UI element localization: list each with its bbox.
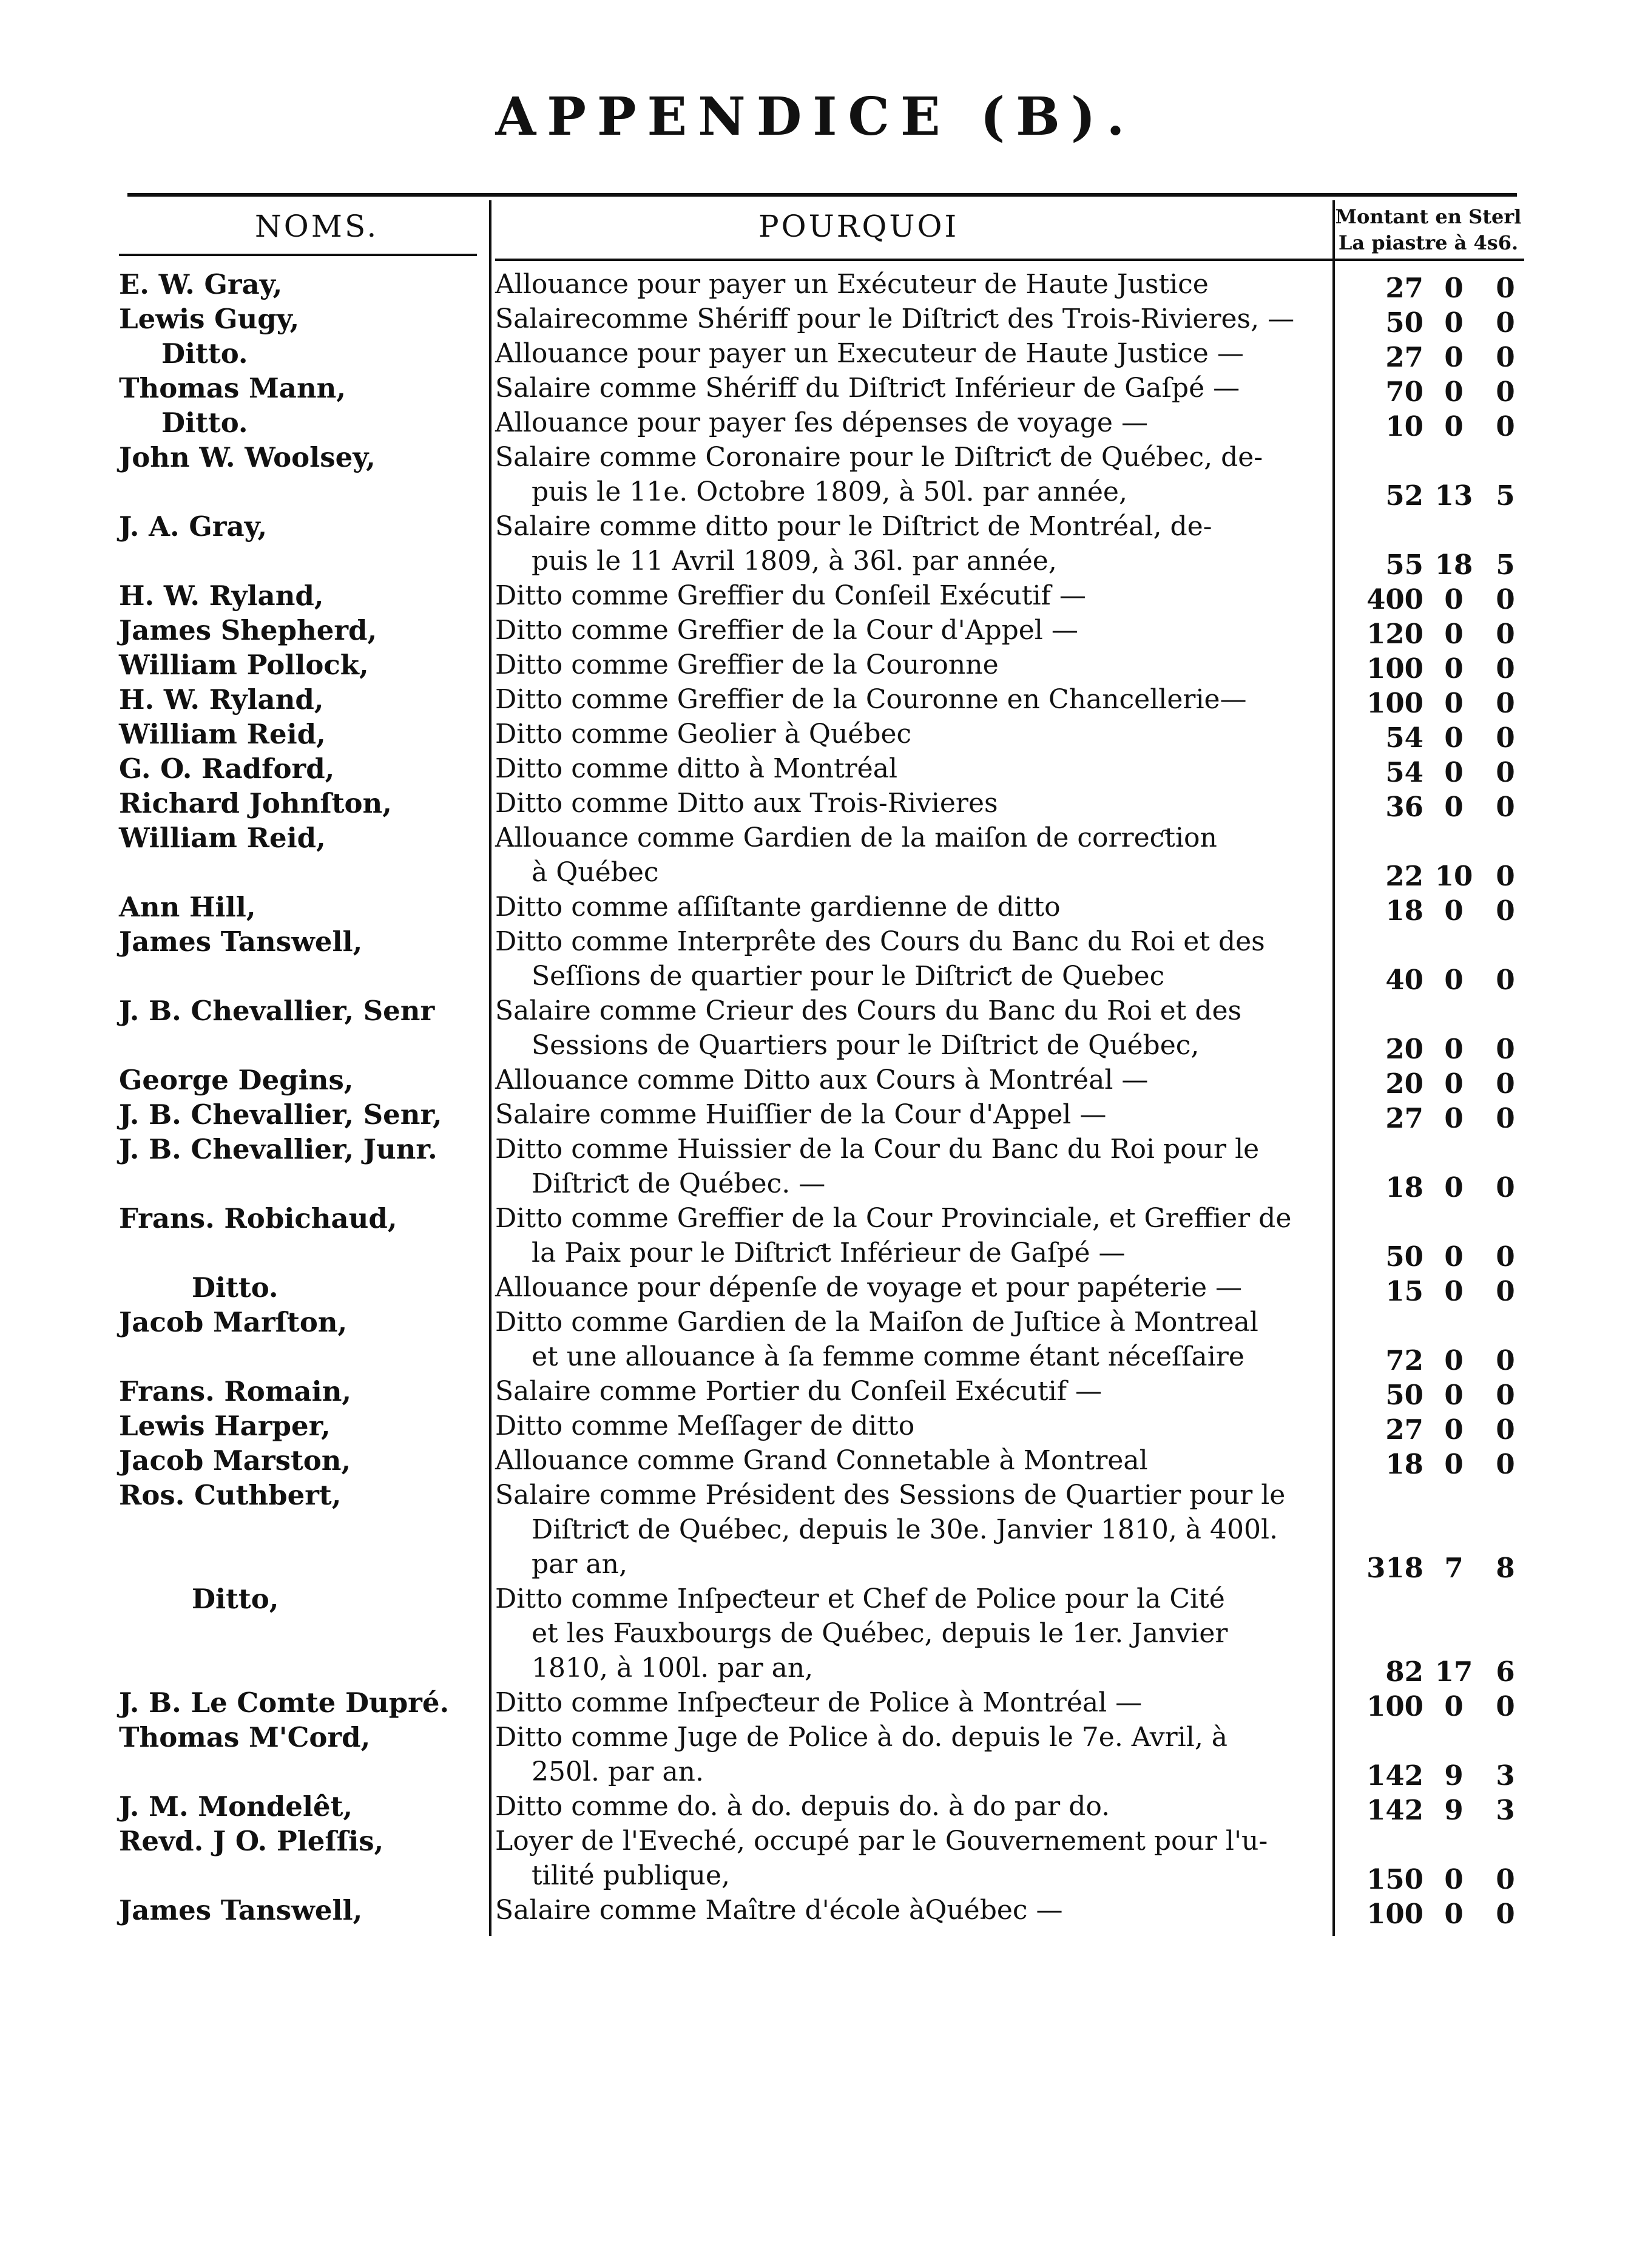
amount-shillings: 0 xyxy=(1444,272,1464,304)
amount-shillings: 10 xyxy=(1434,860,1473,892)
amount-shillings: 0 xyxy=(1444,756,1464,788)
header-montant-line1: Montant en Sterl xyxy=(1335,205,1522,228)
row-amount xyxy=(1351,1378,1527,1412)
row-purpose-line: Ditto comme Huissier de la Cour du Banc du Roi pour le xyxy=(495,1134,1260,1165)
amount-shillings: 0 xyxy=(1444,1241,1464,1273)
row-amount xyxy=(1351,1862,1527,1897)
row-purpose-line: Salaire comme Crieur des Cours du Banc du Roi et des xyxy=(495,995,1242,1026)
amount-pounds: 142 xyxy=(1366,1759,1423,1792)
row-purpose-line: Salaire comme Coronaire pour le Diſtriƈt de Québec, de- xyxy=(495,442,1263,473)
row-amount xyxy=(1351,1447,1527,1481)
row-purpose-line: Ditto comme Meſſager de ditto xyxy=(495,1410,915,1441)
row-name: J. B. Le Comte Dupré. xyxy=(119,1687,450,1719)
row-amount xyxy=(1351,893,1527,928)
row-amount xyxy=(1351,686,1527,720)
header-noms: NOMS. xyxy=(255,209,379,244)
amount-shillings: 0 xyxy=(1444,964,1464,996)
amount-pounds: 120 xyxy=(1366,618,1423,650)
amount-pounds: 55 xyxy=(1385,549,1423,581)
row-purpose-line: Ditto comme aſſiſtante gardienne de ditto xyxy=(495,892,1061,922)
amount-pence: 0 xyxy=(1496,410,1515,442)
row-purpose-line: Ditto comme Ditto aux Trois-Rivieres xyxy=(495,788,998,819)
amount-pence: 0 xyxy=(1496,1690,1515,1722)
row-amount xyxy=(1351,1551,1527,1585)
row-purpose-line: à Québec xyxy=(532,857,659,888)
amount-pounds: 100 xyxy=(1366,687,1423,719)
amount-pence: 0 xyxy=(1496,964,1515,996)
row-purpose-line: Seſſions de quartier pour le Diſtriƈt de Quebec xyxy=(532,961,1165,992)
row-name: William Pollock, xyxy=(119,649,369,681)
amount-shillings: 0 xyxy=(1444,376,1464,408)
row-name: James Tanswell, xyxy=(119,926,363,958)
amount-pounds: 10 xyxy=(1385,410,1423,442)
row-amount xyxy=(1351,1274,1527,1308)
amount-pounds: 100 xyxy=(1366,1690,1423,1722)
row-amount xyxy=(1351,790,1527,824)
amount-pounds: 27 xyxy=(1385,1102,1423,1134)
amount-pounds: 15 xyxy=(1385,1275,1423,1307)
row-name: Ditto. xyxy=(192,1271,279,1304)
amount-shillings: 0 xyxy=(1444,410,1464,442)
row-purpose-line: Ditto comme Greffier de la Cour Provinciale, et Greffier de xyxy=(495,1203,1292,1234)
row-amount xyxy=(1351,340,1527,374)
top-rule xyxy=(127,193,1517,197)
amount-pence: 0 xyxy=(1496,1379,1515,1411)
amount-shillings: 0 xyxy=(1444,1413,1464,1446)
amount-pence: 3 xyxy=(1496,1794,1515,1826)
amount-pounds: 40 xyxy=(1385,964,1423,996)
row-amount xyxy=(1351,1170,1527,1205)
row-purpose-line: Ditto comme Juge de Police à do. depuis le 7e. Avril, à xyxy=(495,1722,1228,1753)
row-amount xyxy=(1351,1066,1527,1101)
amount-pence: 0 xyxy=(1496,1275,1515,1307)
row-amount xyxy=(1351,755,1527,790)
row-name: Ditto, xyxy=(192,1583,279,1615)
row-name: H. W. Ryland, xyxy=(119,580,324,612)
row-name: Jacob Marston, xyxy=(119,1444,351,1477)
row-name: Jacob Marſton, xyxy=(119,1306,348,1338)
amount-pounds: 22 xyxy=(1385,860,1423,892)
column-divider-1 xyxy=(489,200,491,1936)
row-purpose-line: Allouance comme Grand Connetable à Montreal xyxy=(495,1445,1148,1476)
amount-pence: 0 xyxy=(1496,583,1515,615)
row-amount xyxy=(1351,720,1527,755)
amount-pounds: 318 xyxy=(1366,1552,1423,1584)
row-purpose-line: Sessions de Quartiers pour le Diſtrict de Québec, xyxy=(532,1030,1200,1061)
row-purpose-line: Allouance pour payer un Exécuteur de Haute Justice xyxy=(495,269,1209,300)
row-amount xyxy=(1351,1689,1527,1724)
amount-pounds: 100 xyxy=(1366,1898,1423,1930)
amount-shillings: 0 xyxy=(1444,1690,1464,1722)
row-name: Thomas M'Cord, xyxy=(119,1721,371,1753)
row-name: J. B. Chevallier, Junr. xyxy=(119,1133,437,1165)
amount-shillings: 0 xyxy=(1444,1448,1464,1480)
row-name: George Degins, xyxy=(119,1064,354,1096)
amount-pence: 0 xyxy=(1496,376,1515,408)
amount-shillings: 13 xyxy=(1434,479,1473,512)
amount-shillings: 0 xyxy=(1444,1863,1464,1895)
amount-pence: 0 xyxy=(1496,1863,1515,1895)
row-purpose-line: Ditto comme Geolier à Québec xyxy=(495,719,912,750)
row-amount xyxy=(1351,859,1527,893)
amount-pounds: 72 xyxy=(1385,1344,1423,1376)
row-purpose-line: puis le 11e. Octobre 1809, à 50l. par année, xyxy=(532,476,1127,507)
amount-shillings: 0 xyxy=(1444,341,1464,373)
amount-pence: 0 xyxy=(1496,791,1515,823)
amount-pounds: 27 xyxy=(1385,341,1423,373)
row-name: J. M. Mondelêt, xyxy=(119,1790,353,1823)
row-purpose-line: Ditto comme do. à do. depuis do. à do par do. xyxy=(495,1791,1110,1822)
amount-shillings: 18 xyxy=(1434,549,1473,581)
row-purpose-line: Allouance comme Ditto aux Cours à Montréal — xyxy=(495,1065,1149,1095)
row-purpose-line: Salairecomme Shériff pour le Diſtriƈt des Trois-Rivieres, — xyxy=(495,303,1295,334)
amount-shillings: 0 xyxy=(1444,895,1464,927)
amount-shillings: 0 xyxy=(1444,1033,1464,1065)
amount-pence: 0 xyxy=(1496,272,1515,304)
row-purpose-line: Ditto comme Interprête des Cours du Banc du Roi et des xyxy=(495,926,1265,957)
row-purpose-line: et une allouance à ſa femme comme étant néceſſaire xyxy=(532,1341,1244,1372)
row-amount xyxy=(1351,1897,1527,1931)
row-amount xyxy=(1351,1793,1527,1827)
row-name: Lewis Harper, xyxy=(119,1410,331,1442)
row-name: E. W. Gray, xyxy=(119,268,283,300)
row-purpose-line: Allouance pour payer un Executeur de Haute Justice — xyxy=(495,338,1244,369)
row-name: Frans. Romain, xyxy=(119,1375,352,1407)
row-name: Ditto. xyxy=(161,337,248,370)
amount-shillings: 0 xyxy=(1444,306,1464,339)
amount-pence: 0 xyxy=(1496,722,1515,754)
row-name: Frans. Robichaud, xyxy=(119,1202,397,1234)
row-amount xyxy=(1351,478,1527,513)
row-name: Ros. Cuthbert, xyxy=(119,1479,342,1511)
amount-shillings: 0 xyxy=(1444,791,1464,823)
amount-pence: 0 xyxy=(1496,687,1515,719)
amount-pence: 0 xyxy=(1496,1344,1515,1376)
row-purpose-line: puis le 11 Avril 1809, à 36l. par année, xyxy=(532,546,1057,577)
amount-pounds: 18 xyxy=(1385,895,1423,927)
amount-shillings: 0 xyxy=(1444,1344,1464,1376)
amount-pence: 0 xyxy=(1496,756,1515,788)
row-purpose-line: Allouance pour dépenſe de voyage et pour papéterie — xyxy=(495,1272,1243,1303)
row-purpose-line: Allouance pour payer ſes dépenses de voyage — xyxy=(495,407,1148,438)
amount-pounds: 54 xyxy=(1385,722,1423,754)
row-purpose-line: la Paix pour le Diſtriƈt Inférieur de Gaſpé — xyxy=(532,1237,1126,1268)
amount-pence: 0 xyxy=(1496,341,1515,373)
amount-pounds: 27 xyxy=(1385,1413,1423,1446)
row-amount xyxy=(1351,409,1527,444)
amount-pounds: 54 xyxy=(1385,756,1423,788)
amount-pounds: 400 xyxy=(1366,583,1423,615)
amount-pounds: 50 xyxy=(1385,306,1423,339)
amount-pounds: 52 xyxy=(1385,479,1423,512)
amount-shillings: 0 xyxy=(1444,722,1464,754)
row-amount xyxy=(1351,963,1527,997)
amount-pounds: 142 xyxy=(1366,1794,1423,1826)
row-name: Ditto. xyxy=(161,407,248,439)
row-name: William Reid, xyxy=(119,718,326,750)
amount-shillings: 0 xyxy=(1444,1102,1464,1134)
amount-pounds: 50 xyxy=(1385,1241,1423,1273)
amount-shillings: 0 xyxy=(1444,1275,1464,1307)
row-amount xyxy=(1351,305,1527,340)
amount-shillings: 9 xyxy=(1444,1759,1464,1792)
amount-pence: 5 xyxy=(1496,549,1515,581)
amount-shillings: 0 xyxy=(1444,687,1464,719)
row-amount xyxy=(1351,1654,1527,1689)
amount-pounds: 18 xyxy=(1385,1171,1423,1203)
amount-shillings: 0 xyxy=(1444,1068,1464,1100)
row-name: James Tanswell, xyxy=(119,1894,363,1926)
row-name: James Shepherd, xyxy=(119,614,377,646)
amount-shillings: 0 xyxy=(1444,1379,1464,1411)
row-amount xyxy=(1351,1758,1527,1793)
row-purpose-line: Ditto comme Gardien de la Maiſon de Juſtice à Montreal xyxy=(495,1307,1258,1338)
row-amount xyxy=(1351,1032,1527,1066)
amount-shillings: 9 xyxy=(1444,1794,1464,1826)
row-purpose-line: Salaire comme Portier du Conſeil Exécutif — xyxy=(495,1376,1102,1407)
amount-pence: 0 xyxy=(1496,1033,1515,1065)
amount-pence: 0 xyxy=(1496,1448,1515,1480)
amount-shillings: 0 xyxy=(1444,583,1464,615)
amount-pence: 0 xyxy=(1496,1241,1515,1273)
amount-pounds: 50 xyxy=(1385,1379,1423,1411)
row-purpose-line: Salaire comme ditto pour le Diſtrict de Montréal, de- xyxy=(495,511,1212,542)
row-name: G. O. Radford, xyxy=(119,753,335,785)
row-amount xyxy=(1351,374,1527,409)
row-amount xyxy=(1351,1239,1527,1274)
amount-pounds: 20 xyxy=(1385,1068,1423,1100)
row-purpose-line: Diſtriƈt de Québec. — xyxy=(532,1168,826,1199)
page-title: APPENDICE (B). xyxy=(495,86,1136,147)
row-amount xyxy=(1351,1101,1527,1136)
row-purpose-line: Salaire comme Président des Sessions de Quartier pour le xyxy=(495,1480,1286,1511)
row-purpose-line: Diſtriƈt de Québec, depuis le 30e. Janvier 1810, à 400l. xyxy=(532,1514,1278,1545)
amount-pence: 5 xyxy=(1496,479,1515,512)
row-purpose-line: par an, xyxy=(532,1549,627,1580)
row-amount xyxy=(1351,547,1527,582)
amount-pounds: 70 xyxy=(1385,376,1423,408)
amount-pence: 0 xyxy=(1496,618,1515,650)
row-amount xyxy=(1351,617,1527,651)
amount-shillings: 0 xyxy=(1444,1171,1464,1203)
row-purpose-line: Ditto comme Inſpeƈteur et Chef de Police pour la Cité xyxy=(495,1583,1225,1614)
row-name: J. B. Chevallier, Senr, xyxy=(119,1098,442,1131)
row-name: Ann Hill, xyxy=(119,891,256,923)
header-rule-pourquoi xyxy=(495,259,1332,261)
row-purpose-line: Loyer de l'Eveché, occupé par le Gouvernement pour l'u- xyxy=(495,1826,1268,1857)
row-name: J. A. Gray, xyxy=(119,510,268,543)
row-purpose-line: 1810, à 100l. par an, xyxy=(532,1653,814,1684)
row-name: Lewis Gugy, xyxy=(119,303,300,335)
row-name: J. B. Chevallier, Senr xyxy=(119,995,435,1027)
row-name: Richard Johnſton, xyxy=(119,787,392,819)
amount-pence: 0 xyxy=(1496,652,1515,685)
amount-pence: 6 xyxy=(1496,1656,1515,1688)
amount-pounds: 150 xyxy=(1366,1863,1423,1895)
row-purpose-line: Salaire comme Huiſſier de la Cour d'Appel — xyxy=(495,1099,1107,1130)
row-name: Revd. J O. Pleſſis, xyxy=(119,1825,384,1857)
amount-pence: 0 xyxy=(1496,306,1515,339)
amount-pence: 0 xyxy=(1496,1898,1515,1930)
row-purpose-line: Salaire comme Shériff du Diſtriƈt Inférieur de Gaſpé — xyxy=(495,373,1240,404)
amount-pence: 0 xyxy=(1496,1102,1515,1134)
amount-pounds: 36 xyxy=(1385,791,1423,823)
row-purpose-line: Ditto comme ditto à Montréal xyxy=(495,753,898,784)
row-amount xyxy=(1351,1343,1527,1378)
row-purpose-line: Ditto comme Greffier du Conſeil Exécutif — xyxy=(495,580,1086,611)
amount-pounds: 27 xyxy=(1385,272,1423,304)
amount-pence: 3 xyxy=(1496,1759,1515,1792)
header-rule-noms xyxy=(119,254,477,256)
row-purpose-line: Ditto comme Greffier de la Cour d'Appel — xyxy=(495,615,1078,646)
row-purpose-line: Salaire comme Maître d'école àQuébec — xyxy=(495,1895,1063,1926)
amount-pounds: 18 xyxy=(1385,1448,1423,1480)
row-name: H. W. Ryland, xyxy=(119,683,324,716)
amount-pence: 8 xyxy=(1496,1552,1515,1584)
amount-shillings: 0 xyxy=(1444,1898,1464,1930)
row-name: John W. Woolsey, xyxy=(119,441,376,473)
header-montant xyxy=(1332,204,1524,256)
row-purpose-line: Ditto comme Greffier de la Couronne en Chancellerie— xyxy=(495,684,1247,715)
header-rule-montant xyxy=(1332,259,1524,261)
row-amount xyxy=(1351,651,1527,686)
amount-pence: 0 xyxy=(1496,895,1515,927)
header-montant-line2: La piastre à 4s6. xyxy=(1338,231,1519,254)
amount-shillings: 0 xyxy=(1444,652,1464,685)
row-purpose-line: tilité publique, xyxy=(532,1860,730,1891)
row-purpose-line: et les Fauxbourgs de Québec, depuis le 1er. Janvier xyxy=(532,1618,1228,1649)
amount-pence: 0 xyxy=(1496,1413,1515,1446)
amount-shillings: 17 xyxy=(1434,1656,1473,1688)
row-amount xyxy=(1351,582,1527,617)
amount-pounds: 82 xyxy=(1385,1656,1423,1688)
amount-pence: 0 xyxy=(1496,1068,1515,1100)
row-amount xyxy=(1351,271,1527,305)
row-purpose-line: 250l. par an. xyxy=(532,1756,704,1787)
amount-pence: 0 xyxy=(1496,860,1515,892)
row-purpose-line: Ditto comme Greffier de la Couronne xyxy=(495,649,999,680)
amount-pence: 0 xyxy=(1496,1171,1515,1203)
amount-shillings: 7 xyxy=(1444,1552,1464,1584)
amount-pounds: 100 xyxy=(1366,652,1423,685)
row-purpose-line: Ditto comme Inſpeƈteur de Police à Montréal — xyxy=(495,1687,1143,1718)
row-name: Thomas Mann, xyxy=(119,372,346,404)
row-purpose-line: Allouance comme Gardien de la maiſon de correƈtion xyxy=(495,822,1217,853)
amount-shillings: 0 xyxy=(1444,618,1464,650)
row-amount xyxy=(1351,1412,1527,1447)
header-pourquoi: POURQUOI xyxy=(758,209,959,244)
row-name: William Reid, xyxy=(119,822,326,854)
amount-pounds: 20 xyxy=(1385,1033,1423,1065)
